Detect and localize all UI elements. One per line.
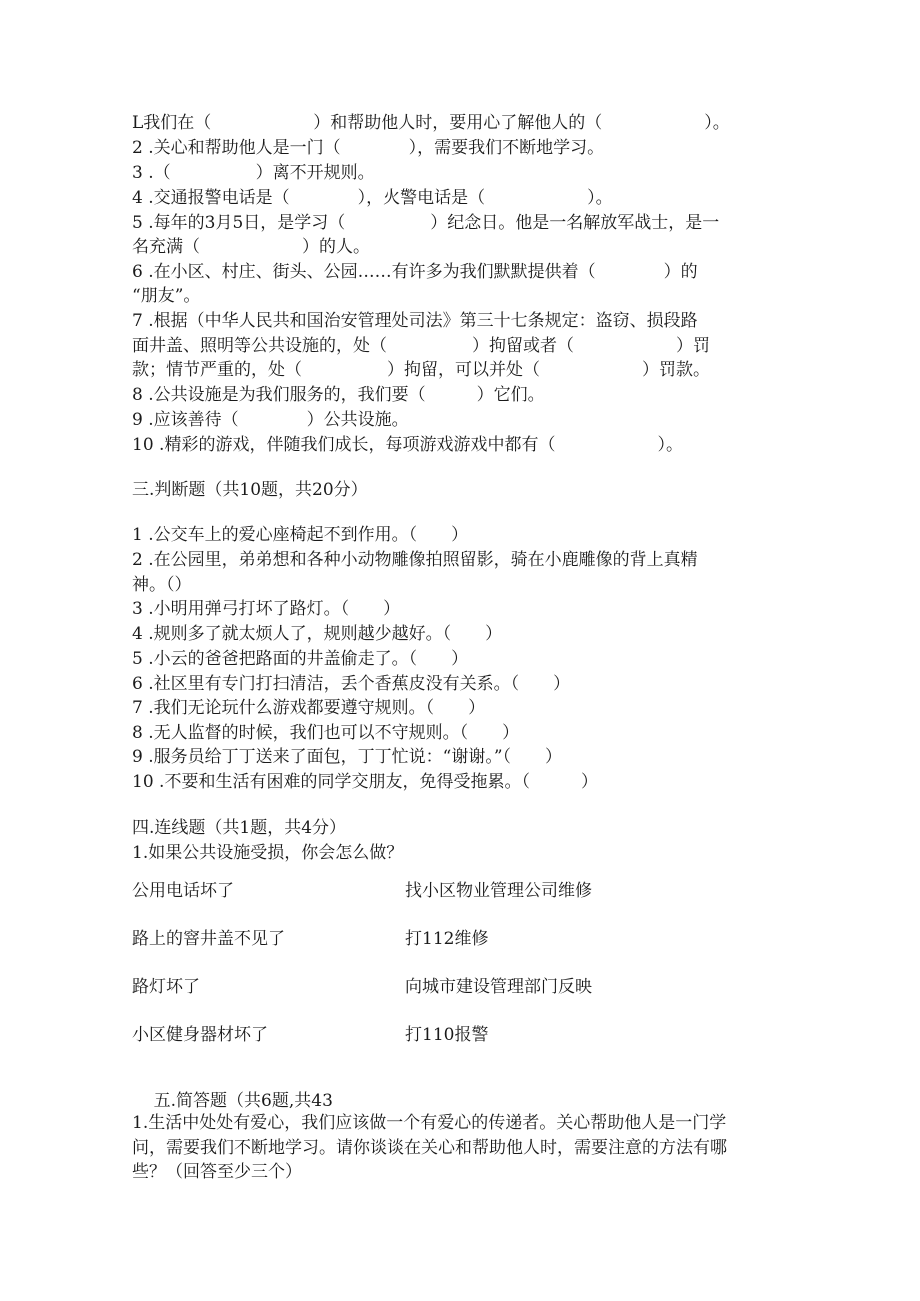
- question-text: 1.如果公共设施受损，你会怎么做？: [132, 843, 404, 863]
- fill-in-line: “朋友”。: [132, 286, 201, 306]
- fill-in-line: 4 .交通报警电话是（ ），火警电话是（ ）。: [132, 188, 613, 208]
- fill-in-line: 9 .应该善待（ ）公共设施。: [132, 410, 409, 430]
- short-answer-line: 问，需要我们不断地学习。请你谈谈在关心和帮助他人时，需要注意的方法有哪: [132, 1138, 727, 1158]
- judge-item: 9 .服务员给丁丁送来了面包，丁丁忙说：“谢谢。”（ ）: [132, 747, 563, 767]
- judge-item: 4 .规则多了就太烦人了，规则越少越好。（ ）: [132, 624, 503, 644]
- fill-in-line: 7 .根据（中华人民共和国治安管理处司法》第三十七条规定：盗窃、损段路: [132, 311, 698, 331]
- match-left-item: 小区健身器材坏了: [132, 1025, 268, 1045]
- judge-item: 6 .社区里有专门打扫清洁，丢个香蕉皮没有关系。（ ）: [132, 674, 571, 694]
- fill-in-line: 名充满（ ）的人。: [132, 237, 370, 257]
- match-left-item: 公用电话坏了: [132, 881, 234, 901]
- section-heading-truncated: [132, 1072, 432, 1111]
- section-heading: 三.判断题（共10题，共20分）: [132, 480, 368, 500]
- judge-item: 2 .在公园里，弟弟想和各种小动物雕像拍照留影，骑在小鹿雕像的背上真精: [132, 550, 698, 570]
- fill-in-line: 8 .公共设施是为我们服务的，我们要（ ）它们。: [132, 385, 545, 405]
- judge-item: 8 .无人监督的时候，我们也可以不守规则。（ ）: [132, 723, 520, 743]
- fill-in-line: L我们在（ ）和帮助他人时，要用心了解他人的（ ）。: [132, 113, 730, 133]
- match-left-item: 路灯坏了: [132, 977, 200, 997]
- short-answer-line: 1.生活中处处有爱心，我们应该做一个有爱心的传递者。关心帮助他人是一门学: [132, 1113, 727, 1133]
- fill-in-line: 面井盖、照明等公共设施的，处（ ）拘留或者（ ）罚: [132, 336, 710, 356]
- judge-item: 7 .我们无论玩什么游戏都要遵守规则。（ ）: [132, 698, 486, 718]
- section-heading-text: 五.简答题（共6题,共43: [153, 1091, 333, 1111]
- judge-item: 1 .公交车上的爱心座椅起不到作用。（ ）: [132, 525, 469, 545]
- fill-in-line: 2 .关心和帮助他人是一门（ ），需要我们不断地学习。: [132, 138, 605, 158]
- fill-in-line: 6 .在小区、村庄、街头、公园……有许多为我们默默提供着（ ）的: [132, 262, 698, 282]
- section-heading: 四.连线题（共1题，共4分）: [132, 818, 347, 838]
- judge-item: 3 .小明用弹弓打坏了路灯。（ ）: [132, 599, 401, 619]
- match-right-item: 找小区物业管理公司维修: [405, 881, 592, 901]
- match-right-item: 打110报警: [405, 1025, 489, 1045]
- judge-item: 10 .不要和生活有困难的同学交朋友，免得受拖累。（ ）: [132, 772, 598, 792]
- judge-item: 神。（）: [132, 575, 192, 595]
- short-answer-line: 些？（回答至少三个）: [132, 1162, 302, 1182]
- match-left-item: 路上的窨井盖不见了: [132, 929, 285, 949]
- match-right-item: 向城市建设管理部门反映: [405, 977, 592, 997]
- fill-in-line: 5 .每年的3月5日，是学习（ ）纪念日。他是一名解放军战士，是一: [132, 213, 720, 233]
- fill-in-line: 款；情节严重的，处（ ）拘留，可以并处（ ）罚款。: [132, 360, 710, 380]
- judge-item: 5 .小云的爸爸把路面的井盖偷走了。（ ）: [132, 649, 469, 669]
- match-right-item: 打112维修: [405, 929, 489, 949]
- fill-in-line: 10 .精彩的游戏，伴随我们成长，每项游戏游戏中都有（ ）。: [132, 435, 683, 455]
- fill-in-line: 3 .（ ）离不开规则。: [132, 163, 375, 183]
